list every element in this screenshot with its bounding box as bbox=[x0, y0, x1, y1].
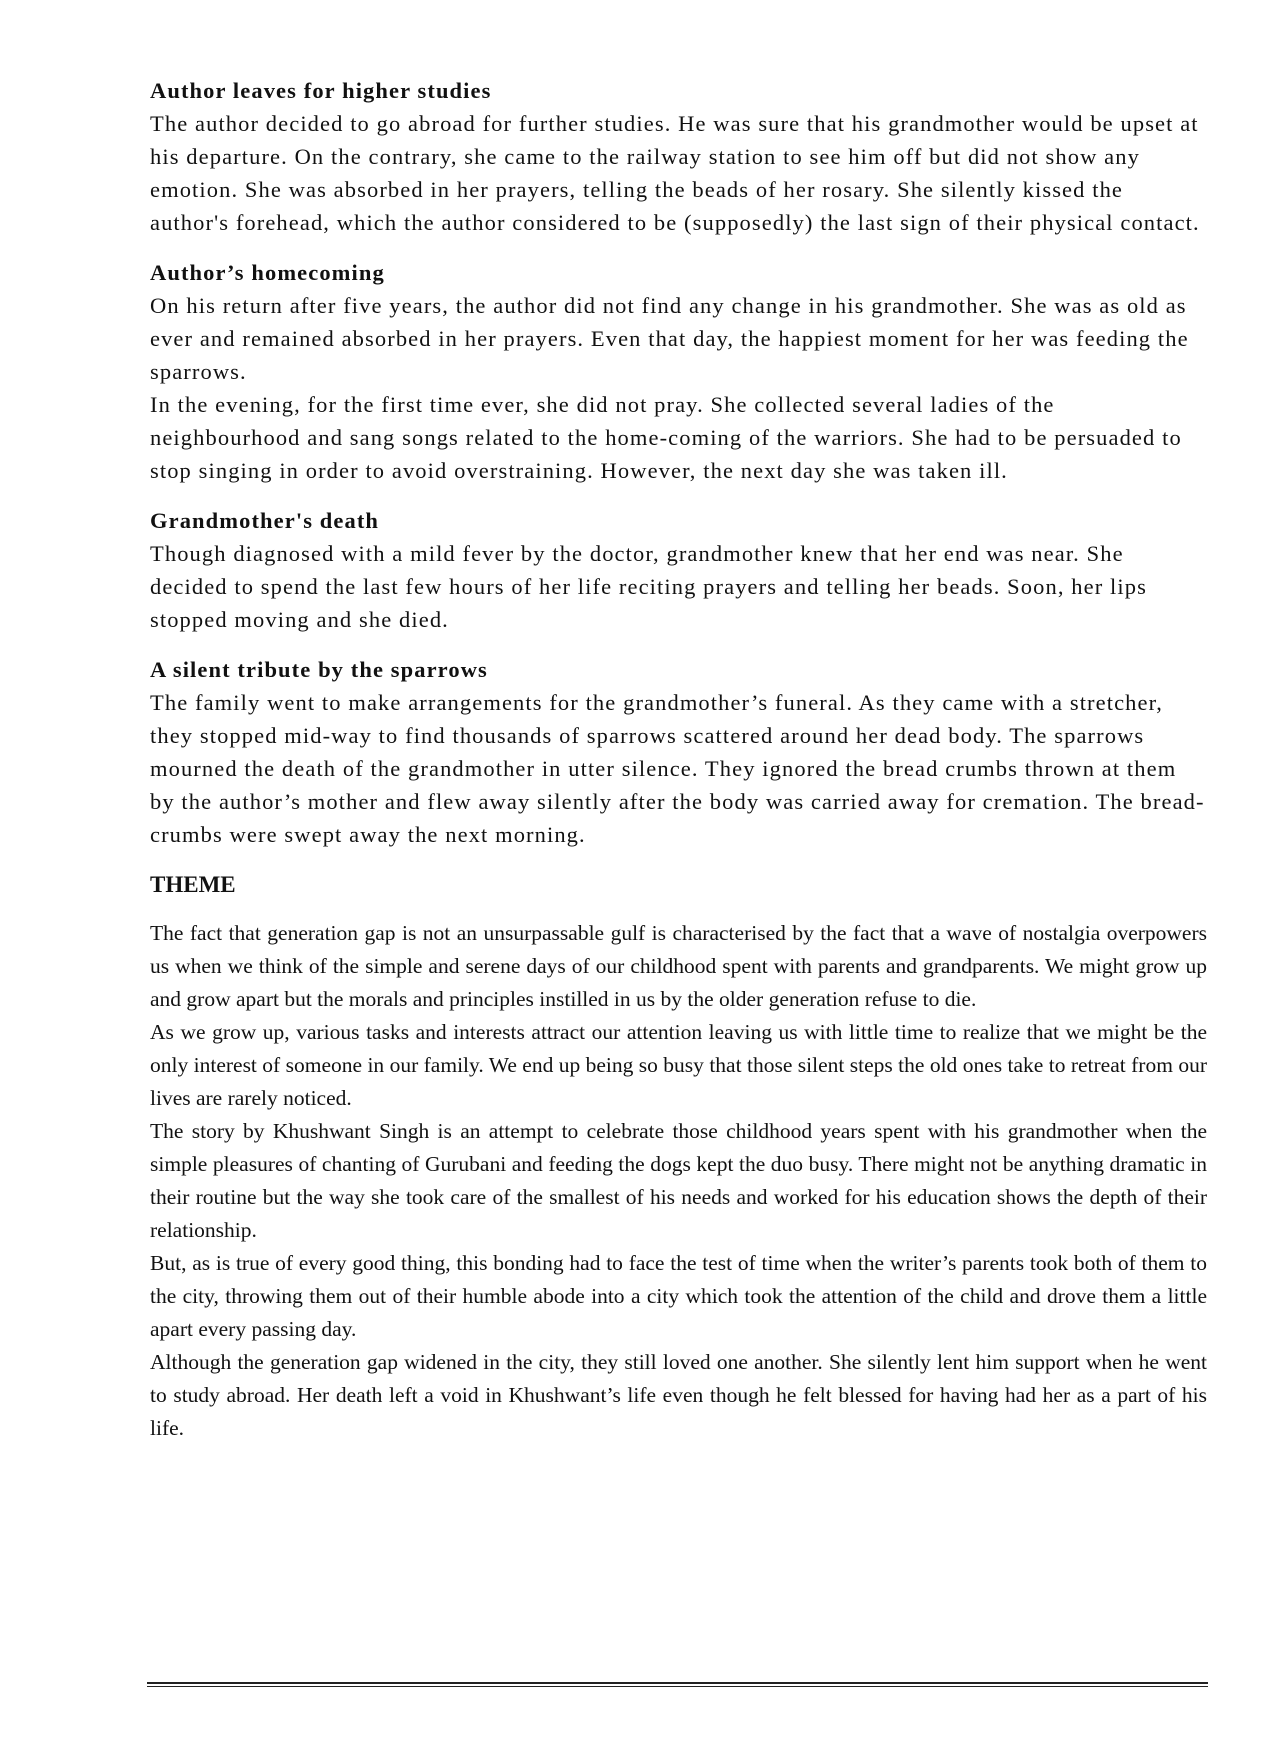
footer-divider-secondary bbox=[147, 1686, 1208, 1687]
section-paragraph: In the evening, for the first time ever, she did not pray. She collected several ladies of the neighbourhood and sang songs related to the home-coming of the warriors. She had to be persuaded to stop singing in order to avoid overstraining. However, the next day she was taken ill. bbox=[150, 392, 1182, 483]
theme-paragraph: The fact that generation gap is not an unsurpassable gulf is characterised by the fact that a wave of nostalgia overpowers us when we think of the simple and serene days of our childhood spent with parents and grandparents. We might grow up and grow apart but the morals and principles instilled in us by the older generation refuse to die. bbox=[150, 921, 1207, 1011]
footer-divider bbox=[147, 1682, 1208, 1684]
section-paragraph: Though diagnosed with a mild fever by the doctor, grandmother knew that her end was near. She decided to spend the last few hours of her life reciting prayers and telling her beads. Soon, her lips stopped moving and she died. bbox=[150, 541, 1147, 632]
theme-paragraph: But, as is true of every good thing, this bonding had to face the test of time when the writer’s parents took both of them to the city, throwing them out of their humble abode into a city which took the attention of the child and drove them a little apart every passing day. bbox=[150, 1251, 1207, 1341]
section-heading: Author’s homecoming bbox=[150, 260, 385, 285]
section-theme bbox=[150, 868, 1207, 1445]
section-higher-studies bbox=[150, 74, 1207, 239]
section-paragraph: The family went to make arrangements for the grandmother’s funeral. As they came with a stretcher, they stopped mid-way to find thousands of sparrows scattered around her dead body. The sparrows mourned the death of the grandmother in utter silence. They ignored the bread crumbs thrown at them by the author’s mother and flew away silently after the body was carried away for cremation. The bread-crumbs were swept away the next morning. bbox=[150, 690, 1205, 847]
section-paragraph: On his return after five years, the author did not find any change in his grandmother. She was as old as ever and remained absorbed in her prayers. Even that day, the happiest moment for her was feeding the sparrows. bbox=[150, 293, 1189, 384]
theme-heading: THEME bbox=[150, 872, 236, 897]
theme-paragraph: The story by Khushwant Singh is an attempt to celebrate those childhood years spent with his grandmother when the simple pleasures of chanting of Gurubani and feeding the dogs kept the duo busy. There might not be anything dramatic in their routine but the way she took care of the smallest of his needs and worked for his education shows the depth of their relationship. bbox=[150, 1119, 1207, 1242]
theme-paragraph: Although the generation gap widened in the city, they still loved one another. She silently lent him support when he went to study abroad. Her death left a void in Khushwant’s life even though he felt blessed for having had her as a part of his life. bbox=[150, 1350, 1207, 1440]
document-page bbox=[150, 74, 1207, 1445]
theme-paragraph: As we grow up, various tasks and interests attract our attention leaving us with little time to realize that we might be the only interest of someone in our family. We end up being so busy that those silent steps the old ones take to retreat from our lives are rarely noticed. bbox=[150, 1020, 1207, 1110]
section-silent-tribute bbox=[150, 653, 1207, 851]
section-paragraph: The author decided to go abroad for further studies. He was sure that his grandmother would be upset at his departure. On the contrary, she came to the railway station to see him off but did not show any emotion. She was absorbed in her prayers, telling the beads of her rosary. She silently kissed the author's forehead, which the author considered to be (supposedly) the last sign of their physical contact. bbox=[150, 111, 1200, 235]
section-grandmothers-death bbox=[150, 504, 1207, 636]
section-heading: Grandmother's death bbox=[150, 508, 380, 533]
section-homecoming bbox=[150, 256, 1207, 487]
section-heading: A silent tribute by the sparrows bbox=[150, 657, 488, 682]
section-heading: Author leaves for higher studies bbox=[150, 78, 492, 103]
